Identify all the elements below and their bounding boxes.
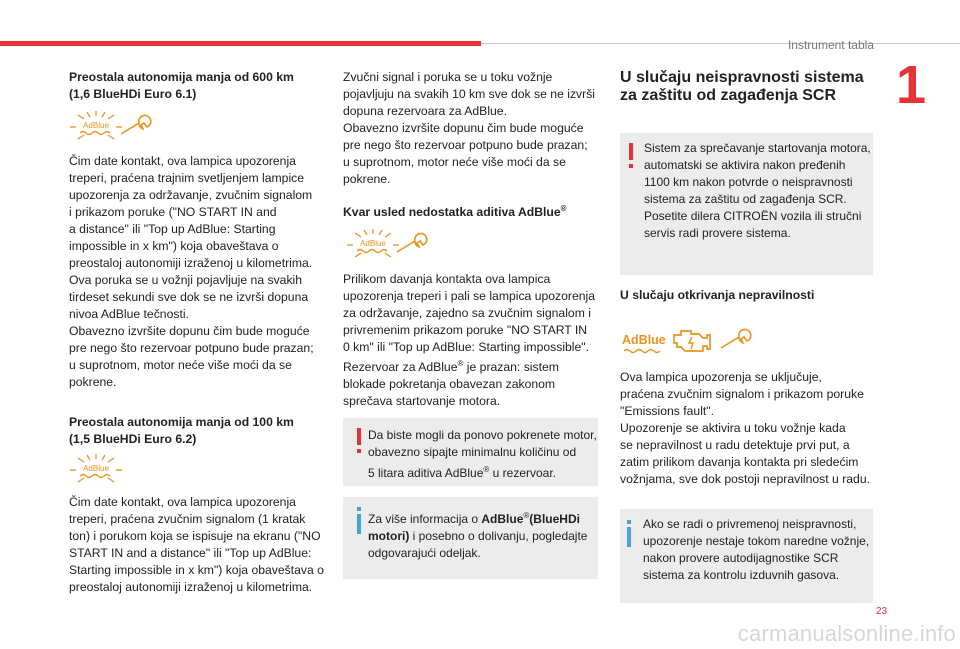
text-line: preostaloj autonomiji izraženoj u kilometrima.: [69, 256, 313, 270]
text-line: blokade pokretanja obavezan zakonom: [343, 377, 556, 392]
text-span: Rezervoar za AdBlue: [343, 360, 458, 375]
svg-text:AdBlue: AdBlue: [360, 239, 386, 248]
text-line: START IN and a distance" ili "Top up AdBlue:: [69, 546, 312, 560]
text-line: upozorenje nestaje tokom naredne vožnje,: [643, 534, 870, 548]
wrench-icon: [395, 236, 431, 254]
text-span: motori): [368, 529, 410, 543]
text-line: "Emissions fault".: [620, 404, 714, 418]
svg-text:AdBlue: AdBlue: [622, 333, 666, 347]
section-title: Instrument tabla: [787, 38, 874, 52]
registered-mark: ®: [560, 204, 567, 213]
header-accent-bar: [0, 41, 481, 46]
text-line: u suprotnom, motor neće više moći da se: [69, 358, 292, 372]
info-box-text: [368, 507, 587, 562]
text-line: i prikazom poruke ("NO START IN and: [69, 205, 277, 219]
text-line: nakon provere autodijagnostike SCR: [643, 551, 839, 565]
heading-600km-line1: Preostala autonomija manja od 600 km: [69, 70, 294, 84]
heading-100km: [69, 414, 294, 448]
text-line: obavezno sipajte minimalnu količinu od: [368, 445, 577, 459]
adblue-warning-icon: [349, 231, 399, 261]
text-line: [368, 461, 597, 482]
paragraph-ignition: [343, 271, 605, 356]
wrench-icon: [119, 118, 155, 136]
text-span: AdBlue: [481, 512, 524, 526]
adblue-warning-icon: [72, 456, 122, 486]
text-line: pre nego što rezervoar potpuno bude prazan;: [69, 341, 314, 355]
text-line: [368, 528, 587, 545]
text-line: sistema za kontrolu izduvnih gasova.: [643, 568, 840, 582]
text-line: treperi, praćena zvučnim signalom (1 kratak: [69, 512, 306, 526]
warning-box-refill: [343, 418, 598, 486]
engine-icon: [672, 326, 712, 356]
svg-text:AdBlue: AdBlue: [83, 464, 109, 473]
text-span: Za više informacija o: [368, 512, 482, 526]
heading-line: U slučaju neispravnosti sistema: [620, 69, 864, 86]
text-line: Ova poruka se u vožnji pojavljuje na svakih: [69, 273, 303, 287]
text-span: u rezervoar.: [489, 466, 557, 480]
text-line: nivoa AdBlue tečnosti.: [69, 307, 189, 321]
text-line: sprečava startovanje motora.: [343, 394, 501, 409]
watermark: carmanualsonline.info: [737, 621, 956, 646]
text-line: privremenim prikazom poruke "NO START IN: [343, 323, 588, 337]
paragraph-tank-empty: [343, 355, 605, 410]
text-line: sistema za zaštitu od zagađenja SCR.: [644, 192, 847, 206]
warning-exclamation-icon: [357, 428, 361, 445]
warning-box-text: [368, 427, 597, 482]
text-line: u suprotnom, motor neće više moći da se: [343, 155, 566, 169]
text-line: Čim date kontakt, ova lampica upozorenja: [69, 154, 296, 168]
heading-600km: [69, 69, 294, 103]
chapter-number: 1: [896, 55, 927, 115]
info-box-adblue: [343, 497, 598, 579]
text-line: pre nego što rezervoar potpuno bude prazan;: [343, 138, 588, 152]
text-line: [368, 507, 587, 528]
text-line: tirdeset sekundi sve dok se ne izvrši dopuna: [69, 290, 309, 304]
heading-600km-line2: (1,6 BlueHDi Euro 6.1): [69, 87, 197, 101]
text-line: preostaloj autonomiji izraženoj u kilometrima.: [69, 580, 313, 594]
heading-100km-line1: Preostala autonomija manja od 100 km: [69, 415, 294, 429]
paragraph-600km: [69, 153, 329, 391]
text-line: treperi, praćena trajnim svetljenjem lampice: [69, 171, 305, 185]
text-line: Obavezno izvršite dopunu čim bude moguće: [343, 121, 584, 135]
wrench-icon: [719, 332, 755, 350]
registered-mark: ®: [523, 511, 530, 520]
text-line: pokrene.: [69, 375, 117, 389]
text-line: Čim date kontakt, ova lampica upozorenja: [69, 495, 296, 509]
heading-line: za zaštitu od zagađenja SCR: [620, 87, 837, 104]
text-span: je prazan: sistem: [463, 360, 559, 375]
text-span: i posebno o dolivanju, pogledajte: [409, 529, 588, 543]
paragraph-signal: [343, 69, 605, 188]
text-line: za održavanje, zajedno sa zvučnim signalom i: [343, 306, 591, 320]
text-line: upozorenja za održavanje, zvučnim signalom: [69, 188, 313, 202]
text-span: 5 litara aditiva AdBlue: [368, 466, 484, 480]
text-line: dopuna rezervoara za AdBlue.: [343, 104, 507, 118]
text-line: Prilikom davanja kontakta ova lampica: [343, 272, 551, 286]
text-line: Zvučni signal i poruka se u toku vožnje: [343, 70, 553, 84]
page-number: 23: [876, 606, 888, 617]
text-line: 0 km" ili "Top up AdBlue: Starting impossible".: [343, 340, 590, 354]
text-span: (BlueHDi: [529, 512, 580, 526]
text-line: odgovarajući odeljak.: [368, 546, 481, 560]
text-line: pokrene.: [343, 172, 391, 186]
text-line: automatski se aktivira nakon pređenih: [644, 158, 846, 172]
text-line: Starting impossible in x km") koja obaveštava o: [69, 563, 324, 577]
text-line: praćena zvučnim signalom i prikazom poruke: [620, 387, 864, 401]
text-line: servis radi provere sistema.: [644, 226, 791, 240]
text-line: Da biste mogli da ponovo pokrenete motor,: [368, 428, 597, 442]
info-box-text: [643, 516, 869, 584]
heading-anomaly: U slučaju otkrivanja nepravilnosti: [620, 288, 815, 302]
paragraph-emissions-fault: [620, 369, 882, 488]
text-line: Posetite dilera CITROËN vozila ili stručni: [644, 209, 862, 223]
text-line: upozorenja treperi i pali se lampica upozorenja: [343, 289, 596, 303]
text-line: ton) i porukom koja se ispisuje na ekranu ("NO: [69, 529, 321, 543]
text-line: 1100 km nakon potvrde o neispravnosti: [644, 175, 853, 189]
text-line: [343, 355, 605, 376]
text-line: vožnjama, sve dok postoji nepravilnost u radu.: [620, 472, 870, 486]
warning-box-scr: [620, 133, 873, 275]
heading-100km-line2: (1,5 BlueHDi Euro 6.2): [69, 432, 197, 446]
text-line: Ako se radi o privremenoj neispravnosti,: [643, 517, 857, 531]
text-line: se nepravilnost u radu detektuje prvi put, a: [620, 438, 850, 452]
warning-exclamation-icon: [629, 143, 633, 160]
text-line: Upozorenje se aktivira u toku vožnje kada: [620, 421, 846, 435]
heading-adblue-failure: [343, 200, 567, 221]
heading-adblue-failure-text: Kvar usled nedostatka aditiva AdBlue: [343, 205, 561, 220]
text-line: Obavezno izvršite dopunu čim bude moguće: [69, 324, 310, 338]
text-line: impossible in x km") koja obaveštava o: [69, 239, 279, 253]
adblue-text-icon: [622, 330, 666, 356]
registered-mark: ®: [457, 359, 464, 368]
text-line: Ova lampica upozorenja se uključuje,: [620, 370, 822, 384]
text-line: a distance" ili "Top up AdBlue: Starting: [69, 222, 276, 236]
header-rule: [481, 43, 960, 44]
paragraph-100km: [69, 494, 331, 596]
text-line: Sistem za sprečavanje startovanja motora,: [644, 141, 871, 155]
text-line: pojavljuju na svakih 10 km sve dok se ne izvrši: [343, 87, 595, 101]
text-line: zatim prilikom davanja kontakta pri sledećim: [620, 455, 859, 469]
section-heading-scr: [620, 69, 864, 105]
svg-text:AdBlue: AdBlue: [83, 121, 109, 130]
warning-box-text: [644, 140, 871, 242]
info-box-temporary-fault: [620, 509, 873, 603]
registered-mark: ®: [483, 465, 490, 474]
